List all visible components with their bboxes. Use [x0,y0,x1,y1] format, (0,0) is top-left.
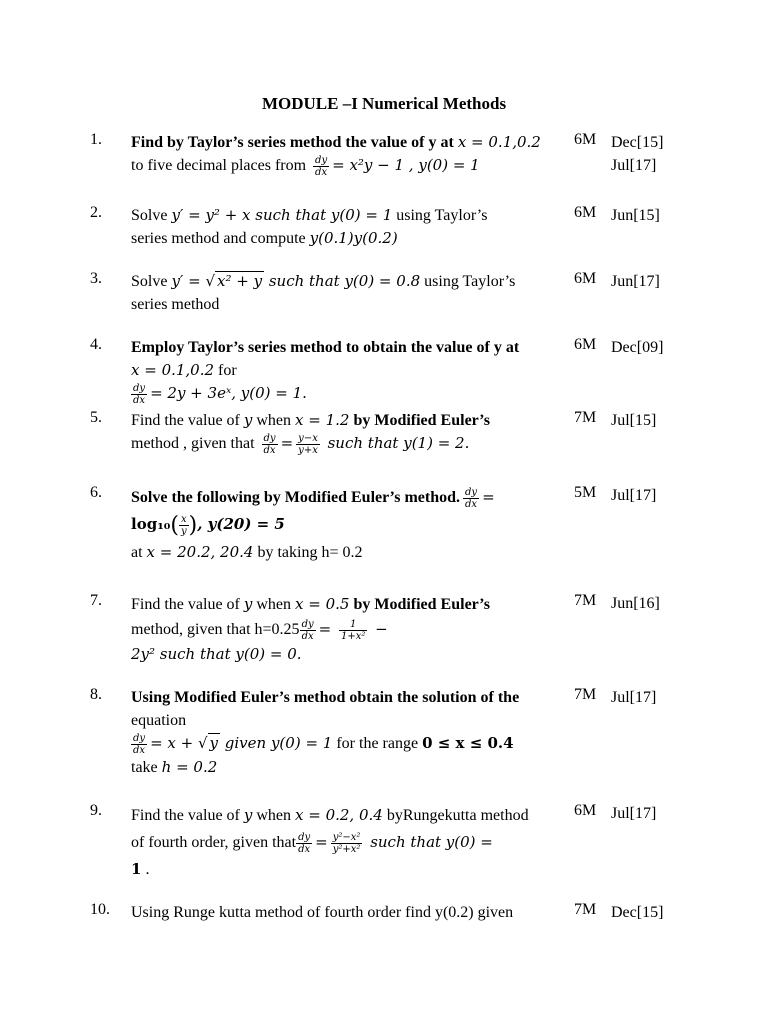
fraction: $\frac{x}{y}$ [180,513,187,537]
page-title: MODULE –I Numerical Methods [261,94,507,113]
fraction: $\frac{\text{y²−x²}}{\text{y²+x²}}$ [332,831,361,855]
question-number: 6. [90,484,102,501]
question-text: Find the value of y when x = 1.2 by Modified Euler’s method , given that $\frac{dy}{dx}$ = $\frac{y-x}{y+x}$ such that y(1) = 2. [131,411,491,456]
question-text: Solve the following by Modified Euler’s method. $\frac{dy}{dx}$ = log₁₀( $\frac{x}{y}$ ), y(20) = 5 at x = 20.2, 20.4 by taking h= 0.2 [131,486,495,561]
exam-dates: Jul[17] [611,689,657,706]
exam-dates: Jun[17] [611,273,660,290]
question-number: 1. [90,131,102,148]
question-number: 8. [90,686,102,703]
fraction: $\frac{dy}{dx}$ [263,432,276,456]
question-number: 10. [90,901,110,918]
fraction: $\frac{dy}{dx}$ [465,486,478,510]
exam-dates: Jul[15] [611,412,657,429]
question-text: Find the value of y when x = 0.5 by Modified Euler’s method, given that h=0.25 $\frac{dy}{dx}$ = $\frac{1}{\text{1+x²}}$ − 2y² such that y(0) = 0. [131,595,491,663]
exam-dates: Dec[15] Jul[17] [611,134,664,174]
marks: 7M [574,592,597,609]
fraction: $\frac{dy}{dx}$ [301,618,314,642]
marks: 6M [574,204,597,221]
exam-dates: Dec[15] [611,904,664,921]
question-number: 5. [90,409,102,426]
marks: 6M [574,270,597,287]
question-number: 7. [90,592,102,609]
fraction: $\frac{dy}{dx}$ [133,382,146,406]
question-number: 3. [90,270,102,287]
fraction: $\frac{y-x}{y+x}$ [298,432,318,456]
question-number: 4. [90,336,102,353]
marks: 7M [574,686,597,703]
square-root: y [209,734,219,752]
exam-dates: Jul[17] [611,805,657,822]
question-text: Solve y′ = y² + x such that y(0) = 1 using Taylor’s series method and compute y(0.1)y(0.2) [131,206,488,247]
question-number: 9. [90,802,102,819]
exam-dates: Jun[15] [611,207,660,224]
question-text: Employ Taylor’s series method to obtain the value of y at x = 0.1,0.2 for $\frac{dy}{dx}$ = 2y + 3eˣ, y(0) = 1. [131,339,520,406]
question-text: Using Runge kutta method of fourth order find y(0.2) given [131,904,514,921]
fraction: $\frac{1}{\text{1+x²}}$ [340,618,366,642]
marks: 6M [574,131,597,148]
exam-dates: Dec[09] [611,339,664,356]
question-text: Solve y′ = √ x² + y such that y(0) = 0.8 using Taylor’s series method [131,272,516,313]
fraction: $\frac{dy}{dx}$ [298,831,311,855]
exam-dates: Jun[16] [611,595,660,612]
fraction: $\frac{dy}{dx}$ [133,732,146,756]
exam-dates: Jul[17] [611,487,657,504]
fraction: $\frac{dy}{dx}$ [315,154,328,178]
marks: 6M [574,336,597,353]
marks: 5M [574,484,597,501]
question-text: Find by Taylor’s series method the value of y at x = 0.1,0.2 to five decimal places from $\frac{dy}{dx}$ = x²y − 1 , y(0) = 1 [131,133,541,178]
question-text: Find the value of y when x = 0.2, 0.4 byRungekutta method of fourth order, given that $\frac{dy}{dx}$ = $\frac{\text{y²−x²}}{\text{y²+x²}}$ such that y(0) = 1 . [131,806,529,878]
marks: 7M [574,409,597,426]
question-number: 2. [90,204,102,221]
question-text: Using Modified Euler’s method obtain the solution of the equation $\frac{dy}{dx}$ = x + √ y given y(0) = 1 for the range 0 ≤ x ≤ 0.4 take h = 0.2 [131,689,520,776]
square-root: x² + y [217,272,263,290]
marks: 7M [574,901,597,918]
marks: 6M [574,802,597,819]
